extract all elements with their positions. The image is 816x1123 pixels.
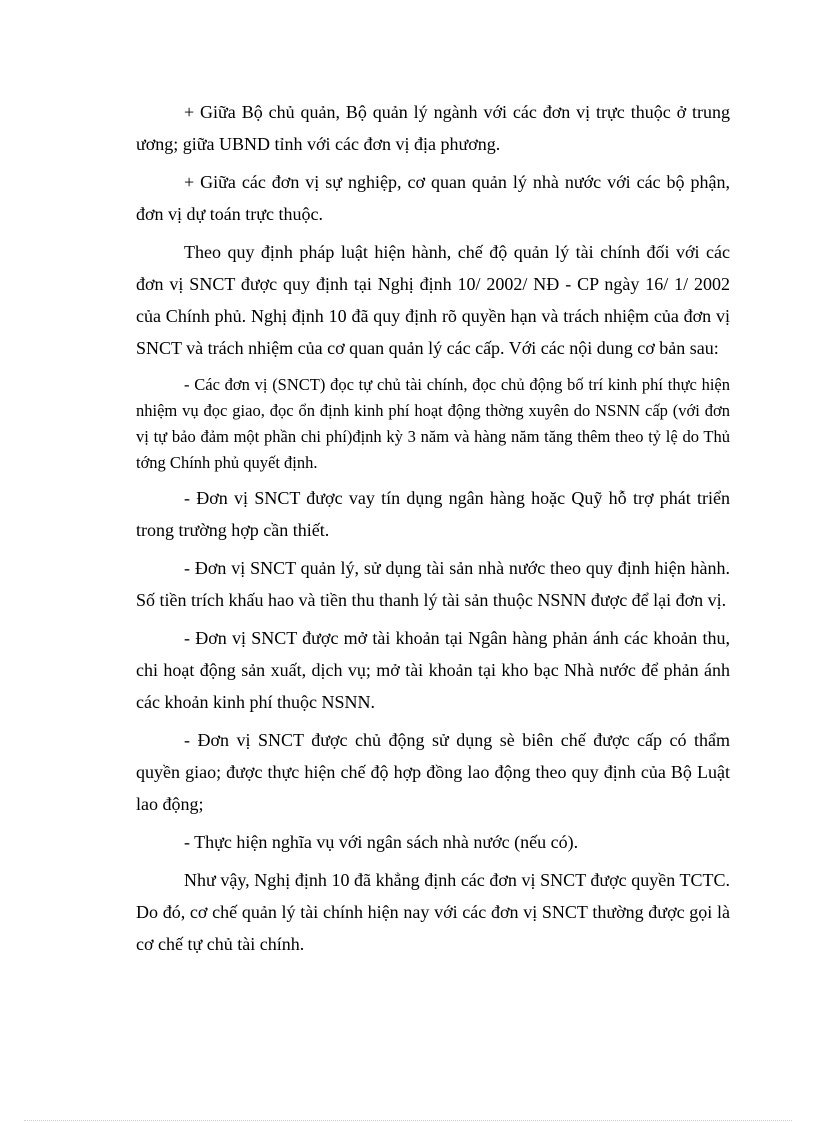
paragraph-decree-10: Theo quy định pháp luật hiện hành, chế độ quản lý tài chính đối với các đơn vị SNCT được quy định tại Nghị định 10/ 2002/ NĐ - CP ngày 16/ 1/ 2002 của Chính phủ. Nghị định 10 đã quy định rõ quyền hạn và trách nhiệm của đơn vị SNCT và trách nhiệm của cơ quan quản lý các cấp. Với các nội dung cơ bản sau:: [136, 242, 730, 358]
paragraph-public-units: + Giữa các đơn vị sự nghiệp, cơ quan quản lý nhà nước với các bộ phận, đơn vị dự toán trực thuộc.: [136, 172, 730, 224]
page-bottom-divider: [24, 1120, 792, 1121]
paragraph-bank-loans: - Đơn vị SNCT được vay tín dụng ngân hàng hoặc Quỹ hỗ trợ phát triển trong trường hợp cần thiết.: [136, 488, 730, 540]
document-page: [136, 96, 730, 960]
paragraph-budget-obligations: - Thực hiện nghĩa vụ với ngân sách nhà nước (nếu có).: [184, 832, 579, 852]
paragraph-financial-autonomy: - Các đơn vị (SNCT) đọc tự chủ tài chính, đọc chủ động bố trí kinh phí thực hiện nhiệm vụ đọc giao, đọc ổn định kinh phí hoạt động thờng xuyên do NSNN cấp (với đơn vị tự bảo đảm một phần chi phí)định kỳ 3 năm và hàng năm tăng thêm theo tỷ lệ do Thủ tớng Chính phủ quyết định.: [136, 375, 730, 472]
paragraph-ministry-units: + Giữa Bộ chủ quản, Bộ quản lý ngành với các đơn vị trực thuộc ở trung ương; giữa UBND tỉnh với các đơn vị địa phương.: [136, 102, 730, 154]
paragraph-staffing: - Đơn vị SNCT được chủ động sử dụng sè biên chế được cấp có thẩm quyền giao; được thực hiện chế độ hợp đồng lao động theo quy định của Bộ Luật lao động;: [136, 730, 730, 814]
paragraph-bank-accounts: - Đơn vị SNCT được mở tài khoản tại Ngân hàng phản ánh các khoản thu, chi hoạt động sản xuất, dịch vụ; mở tài khoản tại kho bạc Nhà nước để phản ánh các khoản kinh phí thuộc NSNN.: [136, 628, 730, 712]
paragraph-asset-management: - Đơn vị SNCT quản lý, sử dụng tài sản nhà nước theo quy định hiện hành. Số tiền trích khấu hao và tiền thu thanh lý tài sản thuộc NSNN được để lại đơn vị.: [136, 558, 730, 610]
paragraph-conclusion: Như vậy, Nghị định 10 đã khẳng định các đơn vị SNCT được quyền TCTC. Do đó, cơ chế quản lý tài chính hiện nay với các đơn vị SNCT thường được gọi là cơ chế tự chủ tài chính.: [136, 870, 730, 954]
